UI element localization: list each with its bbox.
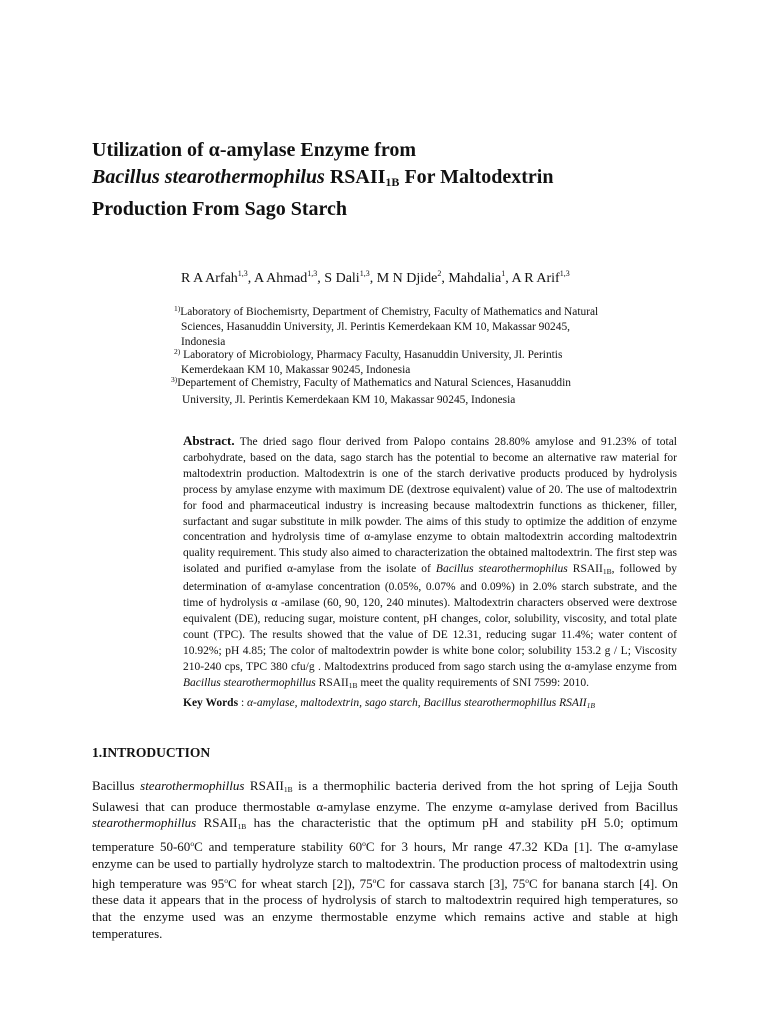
affiliation-number: 2) [174, 347, 181, 356]
intro-organism: stearothermophillus [140, 778, 245, 793]
author-name: A Ahmad [254, 271, 308, 286]
affiliation-number: 1) [174, 304, 181, 313]
author-list: R A Arfah$^{1,3}$, A Ahmad$^{1,3}$, S Dali$^{1,3}$, M N Djide$^2$, Mahdalia$^1$, A R Arif$^{1,3}$ [181, 269, 570, 286]
intro-text: C for cassava starch [3], 75 [376, 875, 526, 891]
author-affiliation-mark: 1 [501, 269, 506, 278]
abstract-strain-sub: 1B [348, 680, 358, 690]
keywords-value-sub: 1B [586, 701, 595, 710]
intro-strain-code: RSAII [244, 778, 284, 793]
degree-mark: o [372, 875, 377, 885]
section-heading: 1.INTRODUCTION [92, 745, 211, 760]
affiliation-line: Indonesia [181, 336, 226, 348]
abstract-organism: Bacillus stearothermophilus [435, 563, 568, 576]
keywords-value: α-amylase, maltodextrin, sago starch, Bacillus stearothermophillus RSAII [247, 697, 587, 709]
affiliation-line: Kemerdekaan KM 10, Makassar 90245, Indonesia [181, 364, 411, 376]
abstract [183, 433, 677, 694]
abstract-strain-sub: 1B [602, 567, 612, 577]
author-name: R A Arfah [181, 271, 238, 286]
intro-strain-sub: 1B [237, 822, 247, 832]
keywords-separator: : [238, 697, 248, 709]
author-name: M N Djide [376, 271, 438, 286]
affiliation-number: 3) [171, 375, 178, 384]
abstract-heading: Abstract. [183, 433, 235, 448]
author-affiliation-mark: 1,3 [237, 269, 248, 278]
author-name: S Dali [324, 271, 360, 286]
intro-text: C for banana starch [4]. On these data it appears that in the process of hydrolysis of starch to maltodextrin required high temperatures, so that the enzyme used was an enzyme thermostable enzyme which remains active and stable at high temperatures. [92, 875, 678, 941]
author-affiliation-mark: 1,3 [307, 269, 318, 278]
abstract-text: meet the quality requirements of SNI 7599: 2010. [357, 676, 590, 689]
degree-mark: o [190, 839, 195, 849]
title-organism: Bacillus stearothermophilus [92, 166, 325, 188]
affiliation-line: Laboratory of Microbiology, Pharmacy Faculty, Hasanuddin University, Jl. Perintis [183, 349, 563, 361]
title-strain-sub: 1B [385, 175, 400, 189]
title-line-1: Utilization of α-amylase Enzyme from [92, 139, 417, 161]
title-line-3: Production From Sago Starch [92, 198, 348, 220]
title-line-2-rest: For Maltodextrin [404, 166, 554, 188]
title-strain-code: RSAII [329, 166, 386, 188]
intro-strain-sub: 1B [283, 785, 293, 794]
abstract-organism: Bacillus stearothermophillus [183, 676, 316, 689]
keywords-label: Key Words [183, 697, 239, 709]
degree-mark: o [525, 875, 530, 885]
author-affiliation-mark: 1,3 [559, 269, 570, 278]
abstract-strain-code: RSAII [567, 563, 603, 576]
intro-text: has the characteristic that the optimum pH and stability pH 5.0; optimum temperature 50-60 [92, 815, 679, 855]
title-line-2 [92, 164, 732, 196]
author-name: Mahdalia [448, 271, 502, 286]
paper-title [92, 137, 732, 223]
abstract-text: The dried sago flour derived from Palopo contains 28.80% amylose and 91.23% of total carbohydrate, based on the data, sago starch has the potential to become an alternative raw material for maltodextrin production. Maltodextrin is one of the starch derivative products produced by hydrolysis process by amylase enzyme with maximum DE (dextrose equivalent) value of 20. The use of maltodextrin for food and pharmaceutical industry is increasing because maltodextrin functions as thickener, filler, surfactant and sugar substitute in milk powder. The aims of this study to optimize the addition of enzyme concentration and hydrolysis time of α-amylase enzyme to obtain maltodextrin according maltodextrin quality requirement. This study also aimed to characterization the obtained maltodextrin. The first step was isolated and purified α-amylase from the isolate of [183, 436, 677, 576]
affiliation-line: Laboratory of Biochemisrty, Department of Chemistry, Faculty of Mathematics and Natural [180, 306, 599, 318]
intro-text: is a thermophilic bacteria derived from the hot spring of Lejja South Sulawesi that can produce thermostable α-amylase enzyme. The enzyme α-amylase derived from Bacillus [92, 778, 679, 814]
author-affiliation-mark: 1,3 [359, 269, 370, 278]
affiliation-3 [171, 372, 571, 408]
intro-organism: stearothermophillus [92, 815, 197, 831]
intro-text: C for 3 hours, Mr range 47.32 KDa [1]. The α-amylase enzyme can be used to partially hydrolyze starch to maltodextrin. The production process of maltodextrin using high temperature was 95 [92, 839, 678, 891]
author-name: A R Arif [511, 271, 560, 286]
introduction-paragraph [92, 778, 678, 942]
intro-text: C for wheat starch [2]), 75 [227, 875, 373, 891]
intro-text: Bacillus [92, 778, 141, 793]
degree-mark: o [362, 839, 366, 849]
abstract-strain-code: RSAII [315, 676, 349, 689]
affiliation-line: University, Jl. Perintis Kemerdekaan KM 10, Makassar 90245, Indonesia [182, 394, 516, 406]
affiliation-line: Departement of Chemistry, Faculty of Mathematics and Natural Sciences, Hasanuddin [177, 377, 571, 389]
intro-text: C and temperature stability 60 [194, 839, 363, 855]
degree-mark: o [224, 875, 228, 885]
abstract-text: , followed by determination of α-amylase concentration (0.05%, 0.07% and 0.09%) in 2.0% starch substrate, and the time of hydrolysis α -amilase (60, 90, 120, 240 minutes). Maltodextrin characters observed were dextrose equivalent (DE), reducing sugar, moisture content, pH changes, color, solubility, viscosity, and total plate count (TPC). The results showed that the value of DE 12.31, reducing sugar 11.4%; water content of 10.92%; pH 4.85; The color of maltodextrin powder is white bone color; solubility 153.2 g / L; Viscosity 210-240 cps, TPC 380 cfu/g . Maltodextrins produced from sago starch using the α-amylase enzyme from [183, 563, 677, 673]
keywords [183, 697, 743, 710]
intro-strain-code: RSAII [196, 815, 238, 831]
affiliation-line: Sciences, Hasanuddin University, Jl. Perintis Kemerdekaan KM 10, Makassar 90245, [181, 321, 570, 333]
author-affiliation-mark: 2 [437, 269, 442, 278]
affiliation-1 [174, 301, 598, 350]
